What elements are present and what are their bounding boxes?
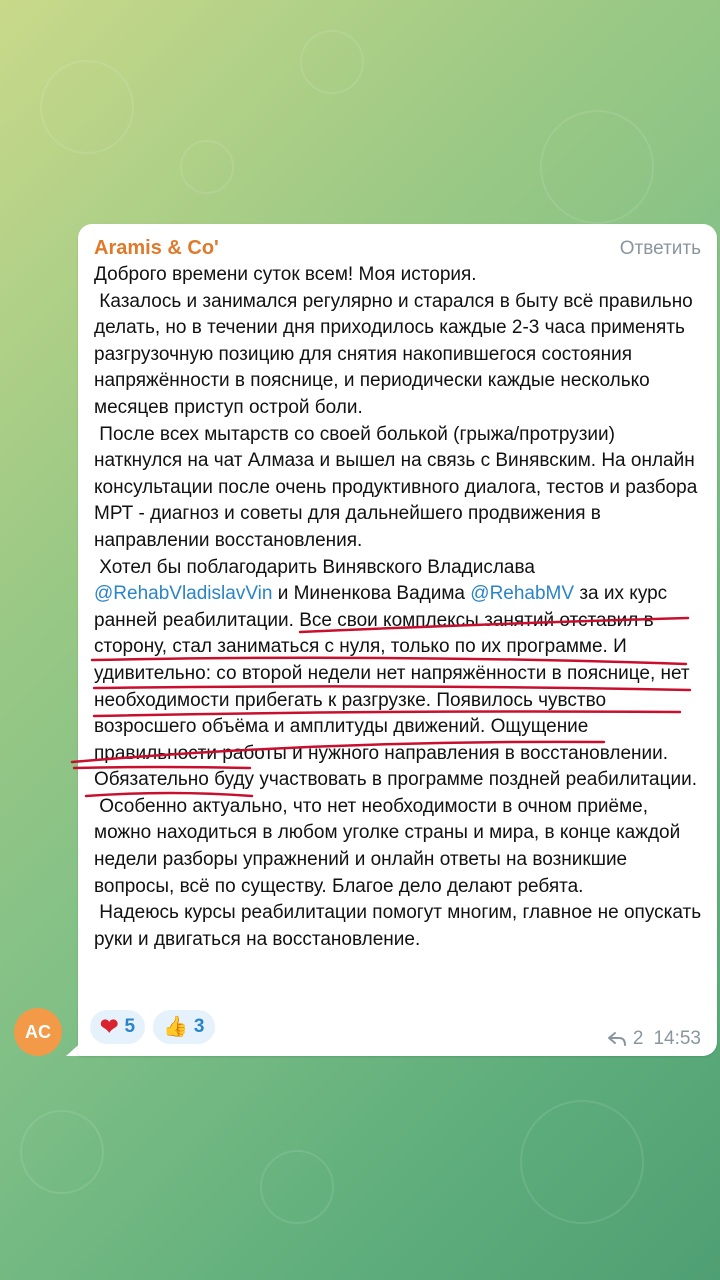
background-doodle: [540, 110, 654, 224]
message-text-part: Доброго времени суток всем! Моя история. Казалось и занимался регулярно и старался в быту всё правильно делать, но в течении дня приходилось каждые 2-3 часа применять разгрузочную позицию для снятия накопившегося состояния напряжённости в пояснице, и периодически каждые несколько месяцев приступ острой боли. После всех мытарств со своей болькой (грыжа/протрузии) наткнулся на чат Алмаза и вышел на связь с Винявским. На онлайн консультации после очень продуктивного диалога, тестов и разбора МРТ - диагноз и советы для дальнейшего продвижения в направлении восстановления. Хотел бы поблагодарить Винявского Владислава: [94, 264, 698, 578]
reaction-count: 5: [124, 1016, 136, 1037]
reply-button[interactable]: Ответить: [619, 238, 701, 259]
reaction-thumbs-up[interactable]: [153, 1010, 214, 1044]
reaction-heart[interactable]: [90, 1010, 145, 1044]
replies-indicator[interactable]: [607, 1028, 644, 1050]
message-text-part: и Миненкова Вадима: [272, 583, 471, 605]
background-doodle: [260, 1150, 334, 1224]
message-bubble[interactable]: [78, 224, 717, 1056]
message-text: [94, 262, 706, 953]
replies-count: 2: [632, 1028, 644, 1049]
background-doodle: [520, 1100, 644, 1224]
heart-icon: ❤: [100, 1014, 119, 1039]
avatar[interactable]: AC: [14, 1008, 62, 1056]
thumbs-up-icon: 👍: [163, 1016, 188, 1038]
background-doodle: [20, 1110, 104, 1194]
background-doodle: [180, 140, 234, 194]
message-time: 14:53: [653, 1028, 701, 1049]
reactions-bar: [90, 1010, 215, 1044]
reaction-count: 3: [193, 1016, 205, 1037]
reply-arrow-icon: [607, 1031, 627, 1047]
sender-name[interactable]: Aramis & Co': [94, 237, 219, 259]
message-meta: [607, 1028, 701, 1050]
mention-link[interactable]: @RehabMV: [470, 583, 575, 605]
mention-link[interactable]: @RehabVladislavVin: [94, 583, 273, 605]
message-text-part: за их курс ранней реабилитации. Все свои комплексы занятий отставил в сторону, стал заниматься с нуля, только по их программе. И удивительно: со второй недели нет напряжённости в пояснице, нет необходимости прибегать к разгрузке. Появилось чувство возросшего объёма и амплитуды движений. Ощущение правильности работы и нужного направления в восстановлении. Обязательно буду участвовать в программе поздней реабилитации. Особенно актуально, что нет необходимости в очном приёме, можно находиться в любом уголке страны и мира, в конце каждой недели разборы упражнений и онлайн ответы на возникшие вопросы, всё по существу. Благое дело делают ребята. Надеюсь курсы реабилитации помогут многим, главное не опускать руки и двигаться на восстановление.: [94, 583, 702, 950]
background-doodle: [300, 30, 364, 94]
background-doodle: [40, 60, 134, 154]
